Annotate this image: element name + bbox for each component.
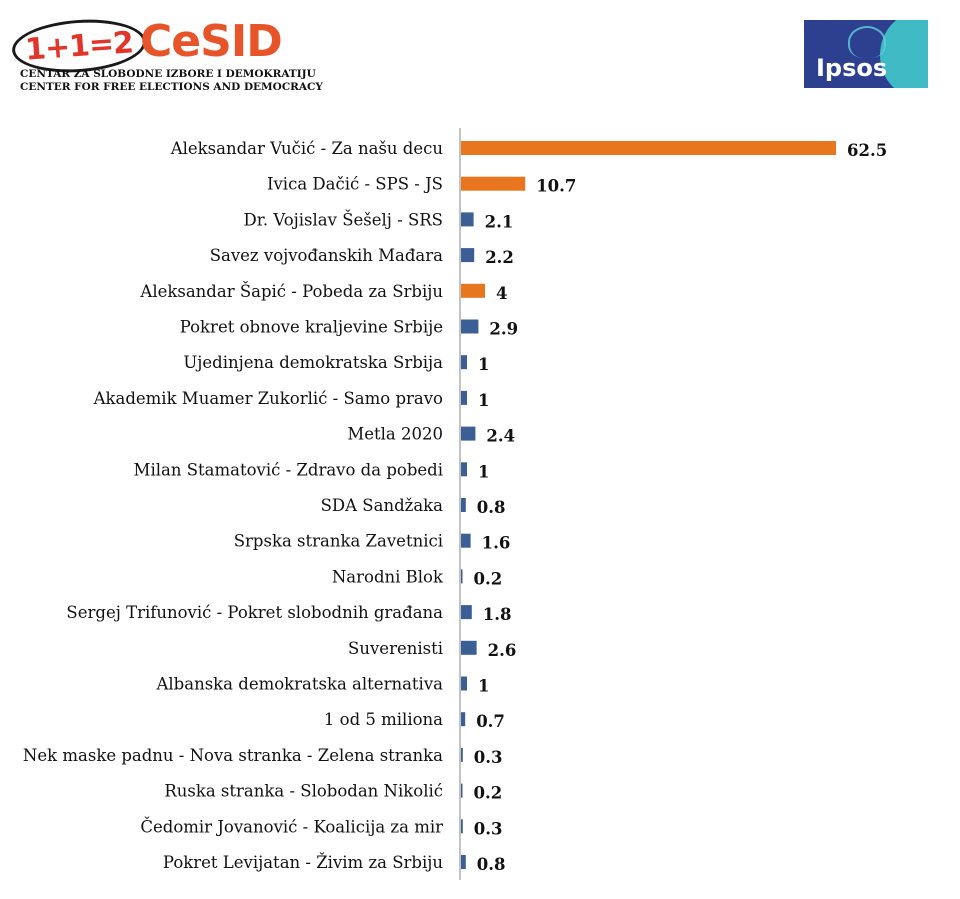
value-label: 4: [496, 283, 508, 303]
value-label: 62.5: [847, 141, 888, 160]
category-label: Čedomir Jovanović - Koalicija za mir: [140, 817, 443, 837]
bar: [461, 641, 477, 655]
bar: [461, 391, 467, 405]
bar: [461, 462, 467, 476]
bar: [461, 569, 463, 583]
category-label: Ivica Dačić - SPS - JS: [266, 174, 443, 194]
category-label: SDA Sandžaka: [320, 496, 443, 515]
value-label: 1.8: [482, 605, 512, 625]
category-label: Akademik Muamer Zukorlić - Samo pravo: [93, 388, 443, 408]
category-label: Aleksandar Vučić - Za našu decu: [170, 139, 443, 158]
value-label: 0.2: [473, 783, 503, 803]
category-label: Pokret Levijatan - Živim za Srbiju: [162, 853, 443, 872]
value-label: 1.6: [481, 533, 511, 553]
value-label: 2.6: [487, 640, 517, 660]
category-label: Dr. Vojislav Šešelj - SRS: [243, 210, 443, 230]
cesid-tagline-sr: CENTAR ZA SLOBODNE IZBORE I DEMOKRATIJU: [20, 68, 316, 80]
category-label: 1 od 5 miliona: [323, 710, 443, 730]
category-label: Sergej Trifunović - Pokret slobodnih građana: [66, 603, 443, 623]
cesid-badge: 1+1=2: [10, 15, 147, 76]
bar: [461, 605, 472, 619]
bar: [461, 177, 525, 191]
category-label: Ruska stranka - Slobodan Nikolić: [164, 781, 443, 801]
category-label: Narodni Blok: [331, 567, 443, 587]
bar: [461, 534, 471, 548]
value-label: 2.2: [485, 248, 514, 268]
bar: [461, 819, 463, 833]
value-label: 0.7: [476, 712, 505, 732]
bar: [461, 212, 474, 226]
value-label: 1: [478, 390, 490, 410]
category-label: Ujedinjena demokratska Srbija: [183, 353, 443, 373]
bar: [461, 855, 466, 869]
bar: [461, 284, 485, 298]
bar: [461, 784, 463, 798]
value-label: 0.8: [476, 855, 506, 874]
value-label: 2.1: [484, 212, 514, 232]
cesid-tagline-en: CENTER FOR FREE ELECTIONS AND DEMOCRACY: [20, 81, 323, 93]
category-label: Aleksandar Šapić - Pobeda za Srbiju: [140, 281, 443, 301]
value-label: 0.2: [473, 569, 503, 589]
bar: [461, 677, 467, 691]
bar: [461, 355, 467, 369]
value-label: 0.3: [473, 819, 503, 839]
ipsos-name: Ipsos: [816, 54, 888, 82]
category-label: Milan Stamatović - Zdravo da pobedi: [133, 460, 443, 480]
bar: [461, 427, 475, 441]
category-label: Pokret obnove kraljevine Srbije: [179, 317, 443, 337]
category-label: Srpska stranka Zavetnici: [233, 531, 443, 551]
category-label: Savez vojvođanskih Mađara: [209, 246, 443, 266]
category-label: Metla 2020: [347, 424, 443, 444]
cesid-name: CeSID: [140, 16, 282, 67]
value-label: 1: [478, 462, 490, 482]
bar: [461, 248, 474, 262]
value-label: 0.3: [473, 747, 503, 767]
value-label: 10.7: [536, 176, 577, 196]
bar: [461, 320, 478, 334]
bar: [461, 141, 836, 155]
value-label: 2.4: [486, 426, 516, 446]
category-label: Albanska demokratska alternativa: [156, 674, 443, 694]
category-label: Nek maske padnu - Nova stranka - Zelena stranka: [22, 745, 443, 765]
bar: [461, 748, 463, 762]
value-label: 1: [478, 676, 490, 696]
value-label: 2.9: [489, 319, 519, 339]
bar: [461, 498, 466, 512]
bar: [461, 712, 465, 726]
category-label: Suverenisti: [348, 638, 443, 658]
value-label: 0.8: [476, 498, 506, 517]
value-label: 1: [478, 355, 490, 375]
